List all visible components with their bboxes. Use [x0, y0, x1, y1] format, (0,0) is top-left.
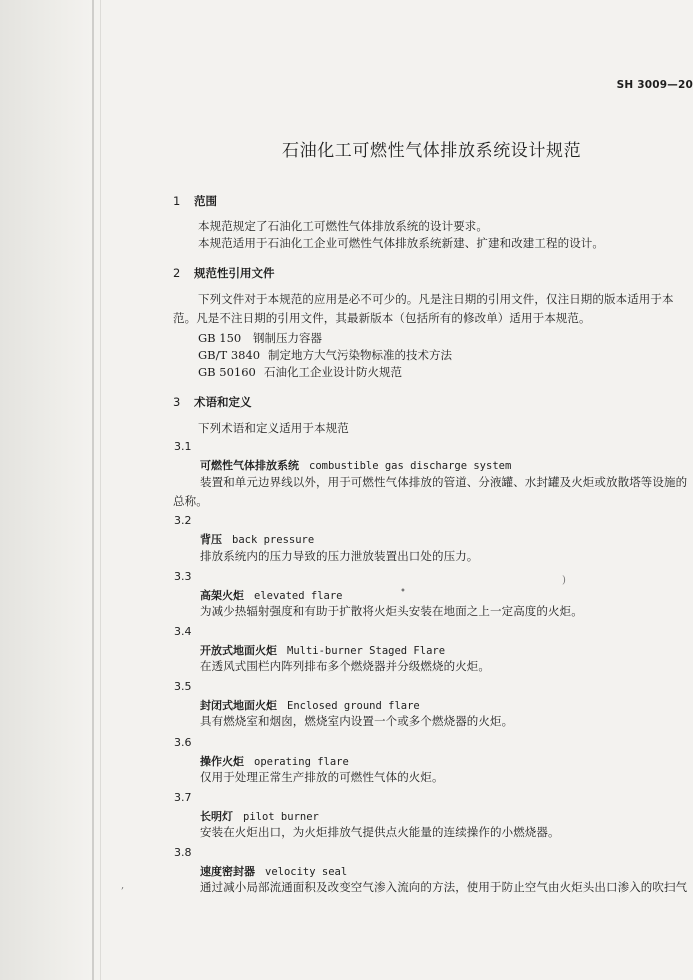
term-heading — [200, 457, 511, 473]
section-3-intro: 下列术语和定义适用于本规范 — [198, 421, 349, 435]
scan-speck: ) — [562, 575, 566, 586]
section-1-para: 本规范适用于石油化工企业可燃性气体排放系统新建、扩建和改建工程的设计。 — [198, 236, 604, 250]
term-cn: 封闭式地面火炬 — [200, 699, 277, 712]
section-3-heading — [173, 394, 252, 410]
scan-speck: , — [121, 880, 125, 891]
section-title: 规范性引用文件 — [194, 266, 275, 280]
section-title: 术语和定义 — [194, 395, 252, 409]
term-heading — [200, 642, 445, 658]
reference-name: 制定地方大气污染物标准的技术方法 — [268, 348, 452, 362]
reference-code: GB 50160 — [198, 365, 256, 379]
term-number: 3.7 — [174, 791, 192, 804]
section-2-heading — [173, 265, 275, 281]
section-title: 范围 — [194, 194, 218, 208]
section-2-intro: 范。凡是不注日期的引用文件，其最新版本（包括所有的修改单）适用于本规范。 — [173, 311, 591, 325]
term-definition: 通过减小局部流通面积及改变空气渗入流向的方法，使用于防止空气由火炬头出口渗入的吹扫气 — [200, 880, 688, 894]
term-definition: 仅用于处理正常生产排放的可燃性气体的火炬。 — [200, 770, 444, 784]
term-number: 3.2 — [174, 514, 192, 527]
term-number: 3.8 — [174, 846, 192, 859]
term-definition: 排放系统内的压力导致的压力泄放装置出口处的压力。 — [200, 549, 479, 563]
standard-code: SH 3009—20 — [616, 79, 693, 91]
section-2-intro: 下列文件对于本规范的应用是必不可少的。凡是注日期的引用文件，仅注日期的版本适用于本 — [198, 292, 674, 306]
term-en: pilot burner — [243, 811, 319, 823]
term-definition: 具有燃烧室和烟囱，燃烧室内设置一个或多个燃烧器的火炬。 — [200, 714, 514, 728]
term-definition: 总称。 — [173, 494, 208, 508]
page-title: 石油化工可燃性气体排放系统设计规范 — [282, 141, 582, 161]
term-definition: 装置和单元边界线以外，用于可燃性气体排放的管道、分液罐、水封罐及火炬或放散塔等设施的 — [200, 475, 688, 489]
section-number: 1 — [173, 194, 181, 208]
term-en: velocity seal — [265, 866, 348, 878]
reference-item — [198, 364, 402, 380]
term-number: 3.3 — [174, 570, 192, 583]
term-heading — [200, 531, 314, 547]
scan-binding-edge — [92, 0, 94, 980]
term-heading — [200, 587, 343, 603]
term-cn: 背压 — [200, 533, 222, 546]
term-cn: 长明灯 — [200, 810, 233, 823]
term-heading — [200, 808, 319, 824]
term-en: elevated flare — [254, 590, 343, 602]
term-en: operating flare — [254, 756, 349, 768]
reference-item — [198, 347, 452, 363]
section-number: 3 — [173, 395, 181, 409]
reference-code: GB/T 3840 — [198, 348, 261, 362]
reference-name: 钢制压力容器 — [253, 331, 322, 345]
term-number: 3.1 — [174, 440, 192, 453]
term-en: combustible gas discharge system — [309, 460, 512, 472]
section-1-para: 本规范规定了石油化工可燃性气体排放系统的设计要求。 — [198, 219, 488, 233]
term-number: 3.6 — [174, 736, 192, 749]
term-en: Enclosed ground flare — [287, 700, 420, 712]
section-number: 2 — [173, 266, 181, 280]
term-en: back pressure — [232, 534, 315, 546]
term-heading — [200, 697, 420, 713]
term-cn: 高架火炬 — [200, 589, 244, 602]
term-definition: 在透风式围栏内阵列排布多个燃烧器并分级燃烧的火炬。 — [200, 659, 490, 673]
reference-code: GB 150 — [198, 331, 242, 345]
scan-speck: • — [400, 586, 406, 597]
term-definition: 安装在火炬出口，为火炬排放气提供点火能量的连续操作的小燃烧器。 — [200, 825, 560, 839]
term-cn: 速度密封器 — [200, 865, 255, 878]
reference-name: 石油化工企业设计防火规范 — [264, 365, 402, 379]
term-heading — [200, 863, 347, 879]
term-en: Multi-burner Staged Flare — [287, 645, 446, 657]
term-cn: 可燃性气体排放系统 — [200, 459, 299, 472]
term-definition: 为减少热辐射强度和有助于扩散将火炬头安装在地面之上一定高度的火炬。 — [200, 604, 583, 618]
term-cn: 操作火炬 — [200, 755, 244, 768]
section-1-heading — [173, 193, 217, 209]
scan-margin-line — [100, 0, 101, 980]
reference-item — [198, 330, 322, 346]
term-number: 3.4 — [174, 625, 192, 638]
term-heading — [200, 753, 349, 769]
scan-binding-shadow — [0, 0, 92, 980]
term-number: 3.5 — [174, 680, 192, 693]
term-cn: 开放式地面火炬 — [200, 644, 277, 657]
